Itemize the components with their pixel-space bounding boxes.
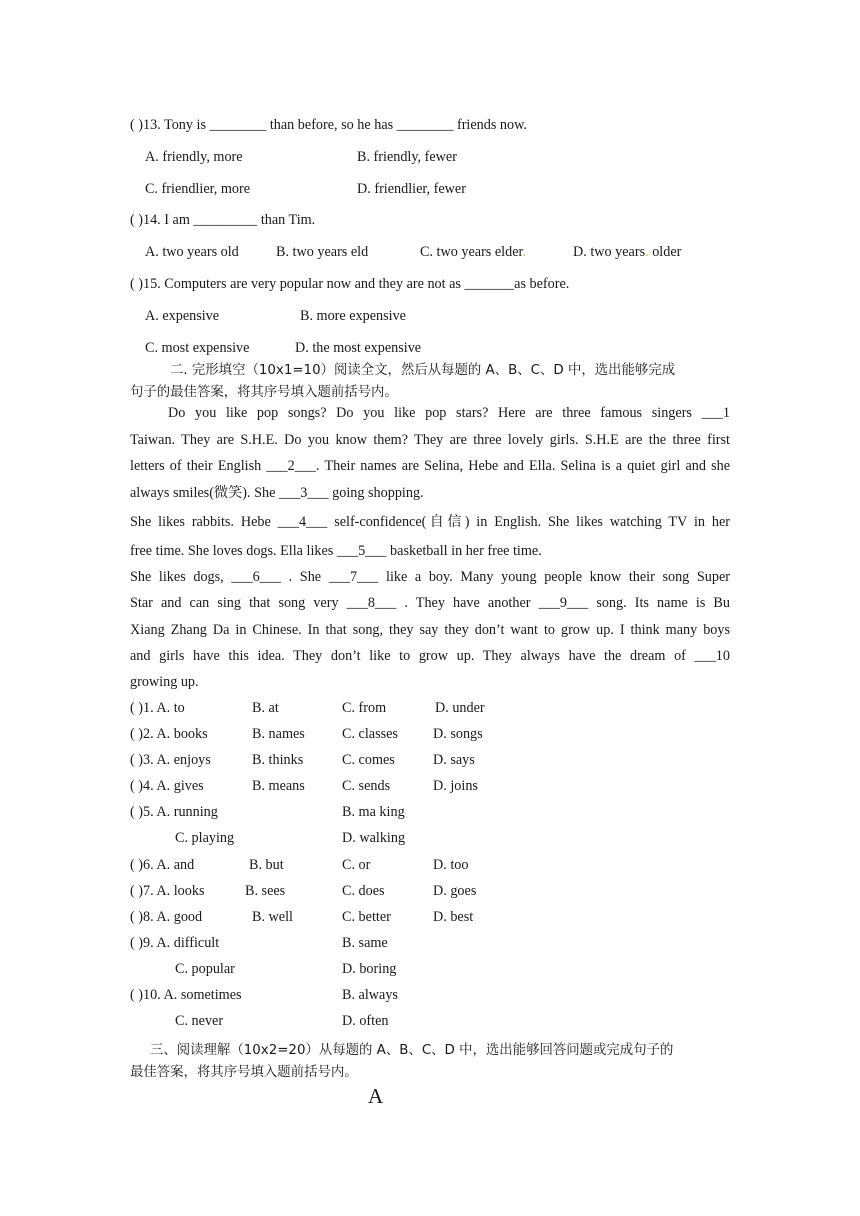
cloze-option-row-6: ( )6. A. and B. but C. or D. too [130,857,469,873]
q13-option-c: C. friendlier, more [145,181,251,197]
cloze-option-row-7: ( )7. A. looks B. sees C. does D. goes [130,883,477,899]
passage-line: letters of their English ___2___. Their names are Selina, Hebe and Ella. Selina is a quiet girl and she [130,458,730,474]
cloze-option-row-3: ( )3. A. enjoys B. thinks C. comes D. says [130,752,475,768]
section-2-heading-cont: 句子的最佳答案，将其序号填入题前括号内。 [130,385,398,400]
q15-option-c: C. most expensive [145,340,250,356]
cloze-option-row-4: ( )4. A. gives B. means C. sends D. joins [130,778,478,794]
passage-line: Star and can sing that song very ___8___ . They have another ___9___ song. Its name is Bu [130,595,730,611]
passage-line: always smiles(微笑). She ___3___ going shopping. [130,485,424,501]
passage-line: growing up. [130,674,199,690]
passage-a-label: A [368,1084,384,1108]
passage-line: Taiwan. They are S.H.E. Do you know them? They are three lovely girls. S.H.E are the three first [130,432,730,448]
q13-option-a: A. friendly, more [145,149,243,165]
q15-option-b: B. more expensive [300,308,406,324]
passage-line: She likes rabbits. Hebe ___4___ self-confidence(自信) in English. She likes watching TV in her [130,514,730,530]
section-2-heading: 二. 完形填空（10x1=10）阅读全文，然后从每题的 A、B、C、D 中，选出能够完成 [170,363,676,378]
q14-option-c: C. two years elder. [420,244,526,260]
q15-option-a: A. expensive [145,308,220,324]
cloze-option-row-2: ( )2. A. books B. names C. classes D. songs [130,726,483,742]
section-3-heading: 三、阅读理解（10x2=20）从每题的 A、B、C、D 中，选出能够回答问题或完成句子的 [150,1043,674,1058]
cloze-option-row-10: ( )10. A. sometimes B. always [130,987,398,1003]
passage-line: Xiang Zhang Da in Chinese. In that song, they say they don’t want to grow up. I think many boys [130,622,730,638]
q13-option-d: D. friendlier, fewer [357,181,466,197]
cloze-option-row-5: ( )5. A. running B. ma king [130,804,405,820]
question-15-stem: ( )15. Computers are very popular now and they are not as _______as before. [130,276,570,292]
section-3-heading-cont: 最佳答案，将其序号填入题前括号内。 [130,1065,358,1080]
q14-option-b: B. two years eld [276,244,369,260]
q13-option-b: B. friendly, fewer [357,149,457,165]
q14-option-a: A. two years old [145,244,239,260]
q15-option-d: D. the most expensive [295,340,422,356]
cloze-option-row-9: ( )9. A. difficult B. same [130,935,388,951]
passage-line: Do you like pop songs? Do you like pop stars? Here are three famous singers ___1 [168,405,730,421]
passage-line: and girls have this idea. They don’t like to grow up. They always have the dream of ___10 [130,648,730,664]
passage-line: She likes dogs, ___6___ . She ___7___ like a boy. Many young people know their song Super [130,569,730,585]
cloze-option-row-1: ( )1. A. to B. at C. from D. under [130,700,485,716]
cloze-option-row-8: ( )8. A. good B. well C. better D. best [130,909,474,925]
passage-line: free time. She loves dogs. Ella likes ___5___ basketball in her free time. [130,543,542,559]
q14-option-d: D. two years. older [573,244,682,260]
question-13-stem: ( )13. Tony is ________ than before, so he has ________ friends now. [130,117,527,133]
question-14-stem: ( )14. I am _________ than Tim. [130,212,316,228]
